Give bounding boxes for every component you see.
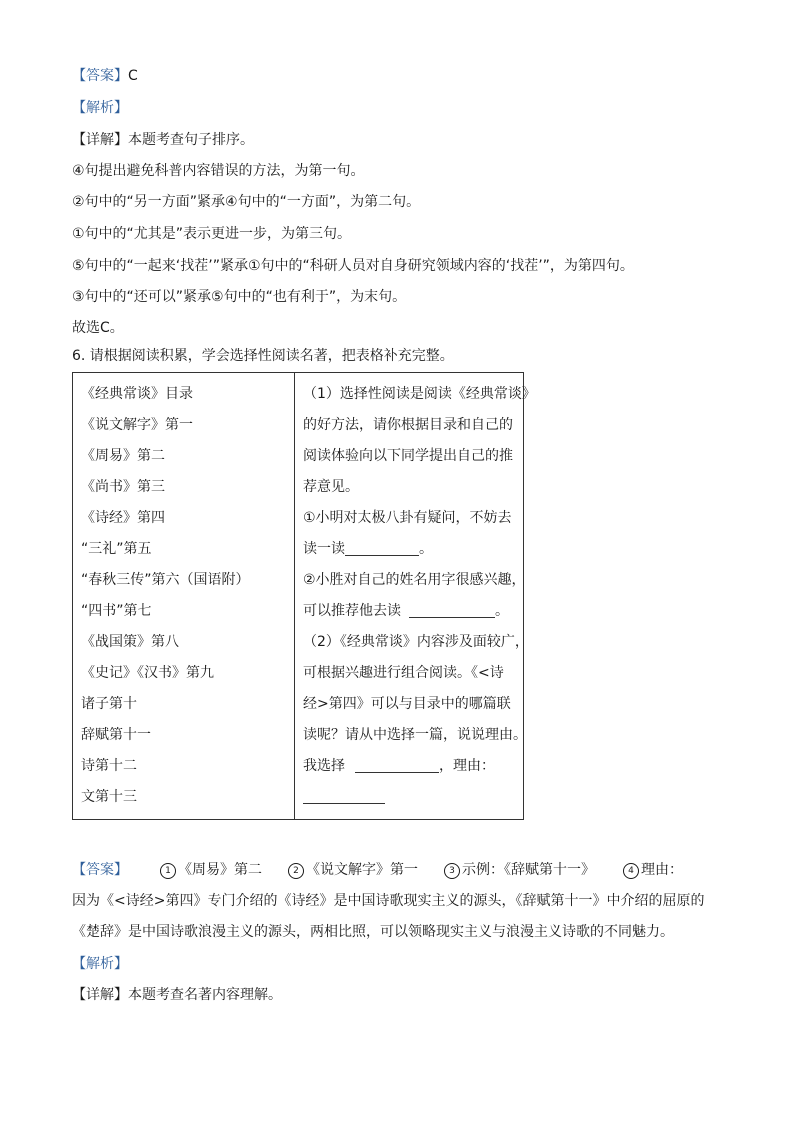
toc-item: 《周易》第二 [81,448,165,464]
analysis-line: ⑤句中的“一起来‘找茬’”紧承①句中的“科研人员对自身研究领域内容的‘找茬’”，为第四句。 [72,258,634,274]
prompt-cell [295,373,536,820]
toc-item: 《诗经》第四 [81,510,165,526]
answer-line [72,66,138,86]
analysis-line: ①句中的“尤其是”表示更进一步，为第三句。 [72,226,352,242]
question-table [72,372,536,820]
toc-item: 《史记》《汉书》第九 [81,665,214,681]
answer-blank-3[interactable] [355,756,439,773]
prompt-text: ，理由： [439,758,495,774]
toc-item: “四书”第七 [81,603,152,619]
answer2-line [72,860,683,880]
toc-item: 辞赋第十一 [81,727,151,743]
number-4-icon: 4 [623,863,639,879]
analysis-line: ③句中的“还可以”紧承⑤句中的“也有利于”，为末句。 [72,289,407,305]
prompt-line: ②小胜对自己的姓名用字很感兴趣， [303,572,526,588]
answer2-item-1: 《周易》第二 [178,862,262,878]
answer2-reason-line: 因为《<诗经>第四》专门介绍的《诗经》是中国诗歌现实主义的源头，《辞赋第十一》中介绍的屈原的 [72,893,705,909]
toc-item: 《尚书》第三 [81,479,165,495]
prompt-line [295,782,523,813]
toc-item: 诗第十二 [81,758,137,774]
toc-cell [73,373,295,820]
question-stem: 6. 请根据阅读积累，学会选择性阅读名著，把表格补充完整。 [72,348,454,364]
toc-item: “三礼”第五 [81,541,152,557]
prompt-line [295,751,523,782]
toc-item: 《战国策》第八 [81,634,179,650]
prompt-line [295,534,523,565]
answer-blank-1[interactable] [345,539,419,556]
prompt-line [295,596,523,627]
number-3-icon: 3 [444,863,460,879]
prompt-text: 。 [495,603,509,619]
prompt-line: 荐意见。 [303,479,359,495]
prompt-line: 读呢？请从中选择一篇，说说理由。 [303,727,527,743]
toc-item: 诸子第十 [81,696,137,712]
answer-blank-2[interactable] [409,601,495,618]
prompt-line: 阅读体验向以下同学提出自己的推 [303,448,513,464]
answer-blank-4[interactable] [303,787,385,804]
answer2-item-2: 《说文解字》第一 [306,862,418,878]
prompt-line: （1）选择性阅读是阅读《经典常谈》 [303,386,536,402]
answer2-tag: 【答案】 [72,862,128,878]
prompt-text: 我选择 [303,758,345,774]
prompt-line: ①小明对太极八卦有疑问，不妨去 [303,510,512,526]
prompt-text: 。 [419,541,433,557]
analysis-tag: 【解析】 [72,100,128,116]
toc-item: 文第十三 [81,789,137,805]
prompt-text: 可以推荐他去读 [303,603,401,619]
toc-item: 《说文解字》第一 [81,417,193,433]
answer-tag: 【答案】 [72,68,128,84]
answer2-item-3: 示例：《辞赋第十一》 [462,862,595,878]
prompt-line: （2）《经典常谈》内容涉及面较广， [303,634,529,650]
analysis2-tag: 【解析】 [72,956,128,972]
number-1-icon: 1 [160,863,176,879]
analysis-line: 【详解】本题考查句子排序。 [72,132,254,148]
analysis-line: ④句提出避免科普内容错误的方法，为第一句。 [72,163,365,179]
answer2-item-4: 理由： [641,862,683,878]
toc-item: “春秋三传”第六（国语附） [81,572,250,588]
prompt-line: 的好方法，请你根据目录和自己的 [303,417,513,433]
analysis2-detail: 【详解】本题考查名著内容理解。 [72,987,282,1003]
prompt-line: 可根据兴趣进行组合阅读。《<诗 [303,665,504,681]
answer-value: C [128,68,138,84]
number-2-icon: 2 [288,863,304,879]
analysis-line: ②句中的“另一方面”紧承④句中的“一方面”，为第二句。 [72,194,421,210]
toc-item: 《经典常谈》目录 [81,386,193,402]
answer2-reason-line: 《楚辞》是中国诗歌浪漫主义的源头，两相比照，可以领略现实主义与浪漫主义诗歌的不同魅力。 [72,924,674,940]
prompt-text: 读一读 [303,541,345,557]
prompt-line: 经>第四》可以与目录中的哪篇联 [303,696,511,712]
analysis-line: 故选C。 [72,320,124,336]
